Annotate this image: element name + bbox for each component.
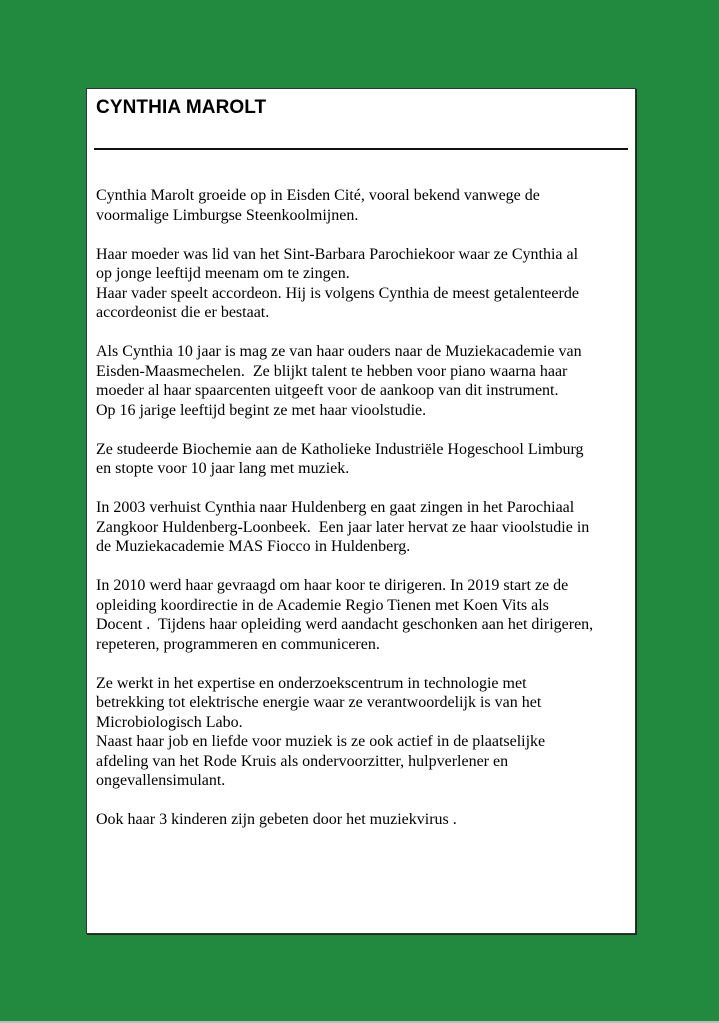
biography-paragraph [96,810,631,830]
text-line: afdeling van het Rode Kruis als ondervoorzitter, hulpverlener en [96,752,509,770]
text-line: Zangkoor Huldenberg-Loonbeek. Een jaar later hervat ze haar vioolstudie in [96,518,590,536]
text-line: de Muziekacademie MAS Fiocco in Huldenberg. [96,538,411,555]
text-line: Als Cynthia 10 jaar is mag ze van haar ouders naar de Muziekacademie van [96,343,582,360]
text-line: Naast haar job en liefde voor muziek is ze ook actief in de plaatselijke [96,733,546,750]
text-line: Cynthia Marolt groeide op in Eisden Cité, vooral bekend vanwege de [96,187,540,204]
biography-paragraph [96,576,631,654]
biography-paragraph [96,245,631,323]
text-line: Op 16 jarige leeftijd begint ze met haar vioolstudie. [96,401,427,419]
text-line: betrekking tot elektrische energie waar ze verantwoordelijk is van het [96,694,542,711]
text-line: In 2003 verhuist Cynthia naar Huldenberg en gaat zingen in het Parochiaal [96,499,575,516]
text-line: opleiding koordirectie in de Academie Regio Tienen met Koen Vits als [96,596,549,614]
text-line: en stopte voor 10 jaar lang met muziek. [96,460,350,477]
text-line: Ze studeerde Biochemie aan de Katholieke Industriële Hogeschool Limburg [96,440,584,458]
text-line: Docent . Tijdens haar opleiding werd aandacht geschonken aan het dirigeren, [96,616,594,633]
text-line: moeder al haar spaarcenten uitgeeft voor de aankoop van dit instrument. [96,382,559,399]
text-line: voormalige Limburgse Steenkoolmijnen. [96,206,359,224]
text-line: accordeonist die er bestaat. [96,304,270,321]
title-divider [94,148,628,150]
biography-paragraph [96,440,631,479]
biography-paragraph [96,498,631,557]
text-line: ongevallensimulant. [96,772,226,789]
text-line: Haar vader speelt accordeon. Hij is volgens Cynthia de meest getalenteerde [96,284,579,302]
text-line: Ook haar 3 kinderen zijn gebeten door het muziekvirus . [96,811,457,828]
text-line: Haar moeder was lid van het Sint-Barbara Parochiekoor waar ze Cynthia al [96,245,579,263]
text-line: repeteren, programmeren en communiceren. [96,635,380,653]
text-line: Ze werkt in het expertise en onderzoekscentrum in technologie met [96,674,527,692]
biography-paragraph [96,342,631,420]
document-page [86,88,636,934]
biography-body [96,186,631,849]
text-line: Microbiologisch Labo. [96,713,243,731]
biography-paragraph [96,186,631,225]
text-line: Eisden-Maasmechelen. Ze blijkt talent te hebben voor piano waarna haar [96,362,568,380]
biography-paragraph [96,674,631,791]
page-title: CYNTHIA MAROLT [96,97,267,118]
text-line: op jonge leeftijd meenam om te zingen. [96,265,350,282]
text-line: In 2010 werd haar gevraagd om haar koor te dirigeren. In 2019 start ze de [96,577,569,594]
